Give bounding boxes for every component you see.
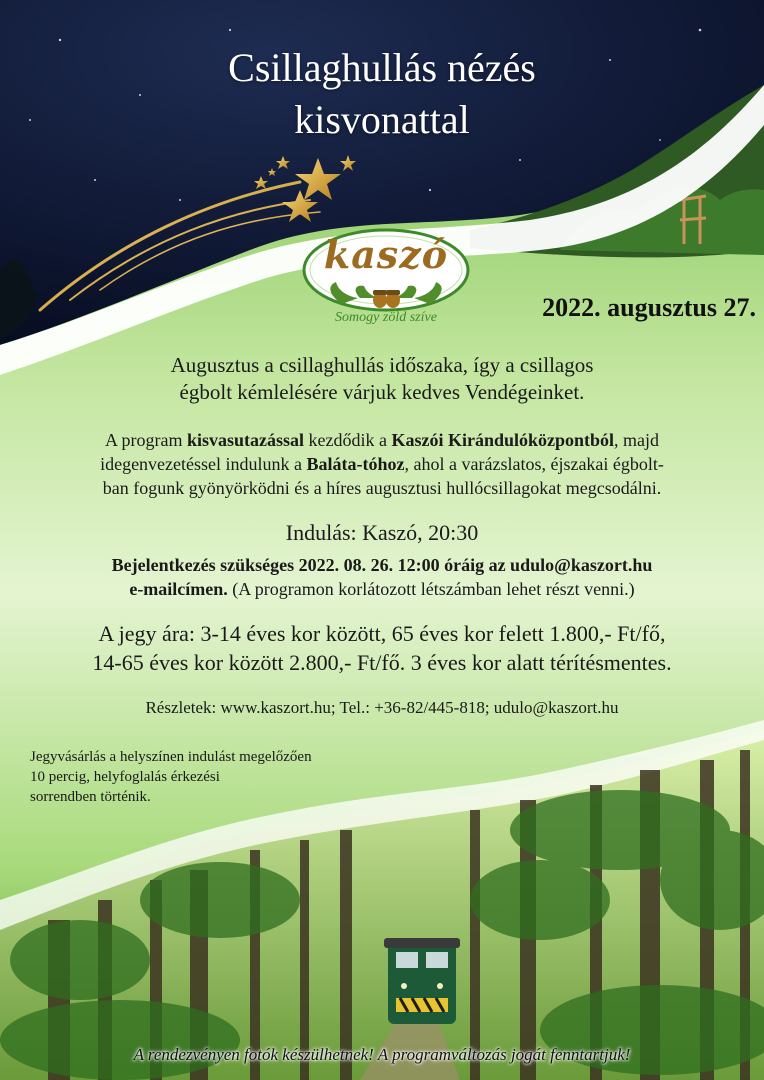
ticket-purchase-note: [30, 747, 430, 807]
price-line-2: 14-65 éves kor között 2.800,- Ft/fő. 3 éves kor alatt térítésmentes.: [92, 650, 672, 675]
program-highlight: Kaszói Kirándulóközpontból: [391, 430, 615, 450]
contact-details: Részletek: www.kaszort.hu; Tel.: +36-82/445-818; udulo@kaszort.hu: [145, 698, 619, 717]
intro-line-2: égbolt kémlelésére várjuk kedves Vendégeinket.: [179, 380, 585, 404]
title-line-2: kisvonattal: [294, 97, 470, 142]
registration-limit-note: (A programon korlátozott létszámban lehet részt venni.): [227, 579, 635, 599]
ticket-note-line-1: Jegyvásárlás a helyszínen indulást megelőzően: [30, 749, 312, 765]
program-text: , ahol a varázslatos, éjszakai égbolt-: [404, 454, 664, 474]
registration-info: [20, 553, 744, 601]
ticket-note-line-3: sorrendben történik.: [30, 789, 151, 805]
program-text: ban fogunk gyönyörködni és a híres augusztusi hullócsillagokat megcsodálni.: [102, 478, 662, 498]
event-date: 2022. augusztus 27.: [542, 293, 756, 322]
logo-tagline: Somogy zöld szíve: [335, 310, 437, 325]
program-text: A program: [104, 430, 187, 450]
price-line-1: A jegy ára: 3-14 éves kor között, 65 éves kor felett 1.800,- Ft/fő,: [98, 621, 666, 646]
intro-line-1: Augusztus a csillaghullás időszaka, így a csillagos: [170, 353, 594, 377]
logo-name: kaszó: [323, 232, 449, 277]
footer-disclaimer: A rendezvényen fotók készülhetnek! A programváltozás jogát fenntartjuk!: [133, 1045, 631, 1064]
intro-text: [20, 352, 744, 406]
program-description: [20, 428, 744, 500]
page-title: [0, 42, 764, 146]
program-text: kezdődik a: [303, 430, 392, 450]
ticket-price: [20, 619, 744, 677]
program-text: , majd: [614, 430, 660, 450]
ticket-note-line-2: 10 percig, helyfoglalás érkezési: [30, 769, 220, 785]
program-highlight: kisvasutazással: [186, 430, 304, 450]
title-line-1: Csillaghullás nézés: [228, 45, 536, 90]
registration-deadline: Bejelentkezés szükséges 2022. 08. 26. 12:00 óráig az udulo@kaszort.hu: [111, 555, 653, 575]
registration-email-note: e-mailcímen.: [129, 579, 228, 599]
program-text: idegenvezetéssel indulunk a: [100, 454, 307, 474]
program-highlight: Baláta-tóhoz: [306, 454, 405, 474]
departure-info: Indulás: Kaszó, 20:30: [285, 520, 479, 545]
